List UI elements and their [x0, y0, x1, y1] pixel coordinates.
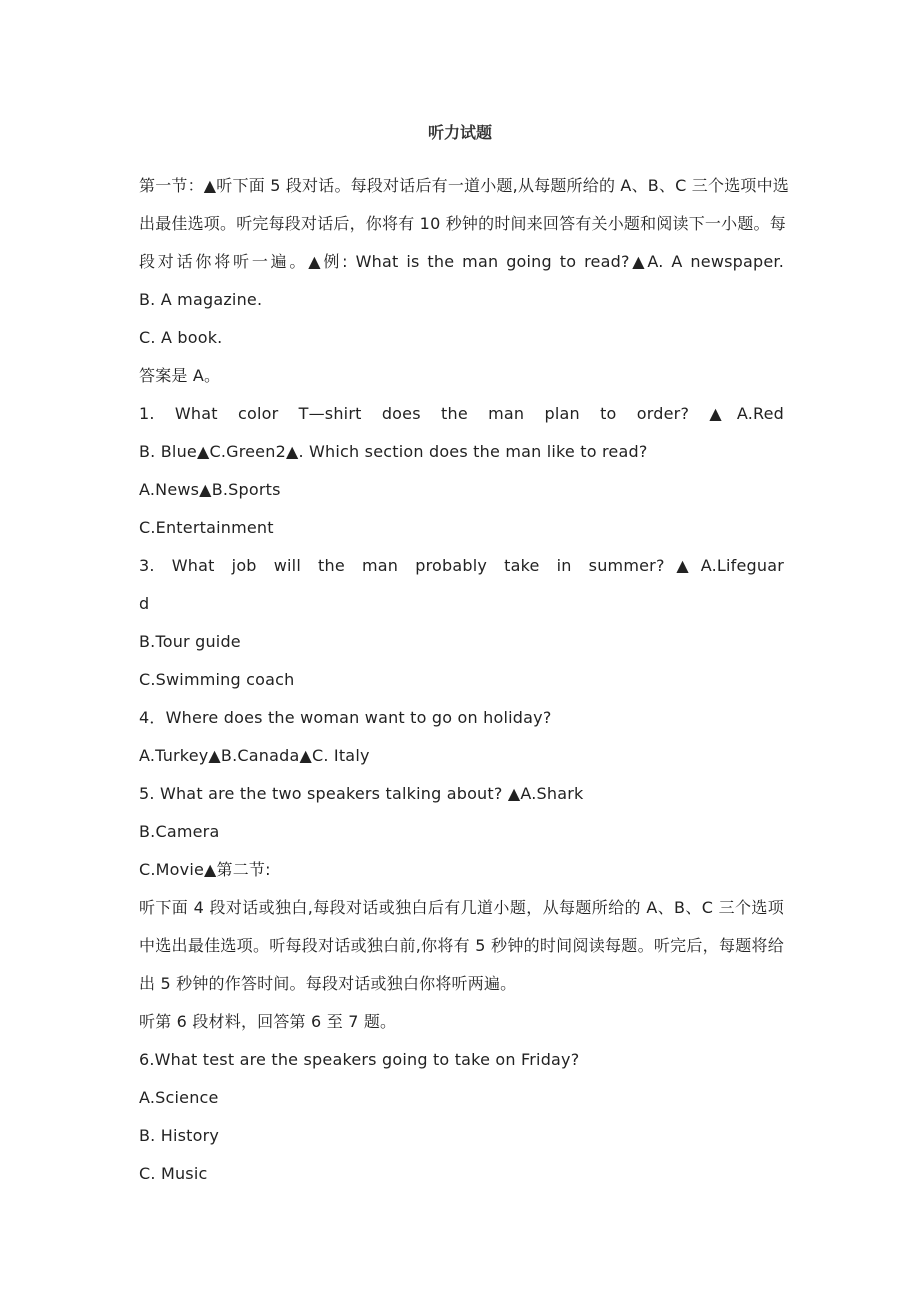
text-line: C. Music — [139, 1164, 208, 1183]
text-line: A.Science — [139, 1088, 219, 1107]
text-line: C.Entertainment — [139, 518, 274, 537]
text-line: d — [139, 594, 150, 613]
text-line: 5. What are the two speakers talking about? ▲A.Shark — [139, 784, 584, 803]
text-line: C. A book. — [139, 328, 223, 347]
text-line: B.Tour guide — [139, 632, 241, 651]
text-line: C.Swimming coach — [139, 670, 295, 689]
text-line: B. A magazine. — [139, 290, 263, 309]
text-line: B.Camera — [139, 822, 220, 841]
text-line: C.Movie▲第二节: — [139, 860, 271, 879]
text-line: 3. What job will the man probably take in summer?▲A.Lifeguar — [139, 556, 784, 575]
text-line: B. Blue▲C.Green2▲. Which section does the man like to read? — [139, 442, 648, 461]
text-line: B. History — [139, 1126, 220, 1145]
text-line: 段对话你将听一遍。▲例: What is the man going to read?▲A. A newspaper. — [139, 252, 784, 271]
text-line: 4．Where does the woman want to go on holiday? — [139, 708, 552, 727]
text-line: 1. What color T—shirt does the man plan to order? ▲A.Red — [139, 404, 784, 423]
text-line: 6.What test are the speakers going to take on Friday? — [139, 1050, 580, 1069]
text-line: 出最佳选项。听完每段对话后，你将有 10 秒钟的时间来回答有关小题和阅读下一小题。每 — [139, 214, 786, 233]
text-line: 听第 6 段材料，回答第 6 至 7 题。 — [139, 1012, 397, 1031]
text-line: 中选出最佳选项。听每段对话或独白前,你将有 5 秒钟的时间阅读每题。听完后，每题将给 — [139, 936, 784, 955]
document-title: 听力试题 — [427, 123, 492, 142]
text-line: 第一节：▲听下面 5 段对话。每段对话后有一道小题,从每题所给的 A、B、C 三个选项中选 — [139, 176, 790, 195]
text-line: 出 5 秒钟的作答时间。每段对话或独白你将听两遍。 — [139, 974, 517, 993]
text-line: 答案是 A。 — [139, 366, 221, 385]
text-line: A.News▲B.Sports — [139, 480, 281, 499]
text-line: A.Turkey▲B.Canada▲C. Italy — [139, 746, 370, 765]
text-line: 听下面 4 段对话或独白,每段对话或独白后有几道小题，从每题所给的 A、B、C 三个选项 — [139, 898, 784, 917]
